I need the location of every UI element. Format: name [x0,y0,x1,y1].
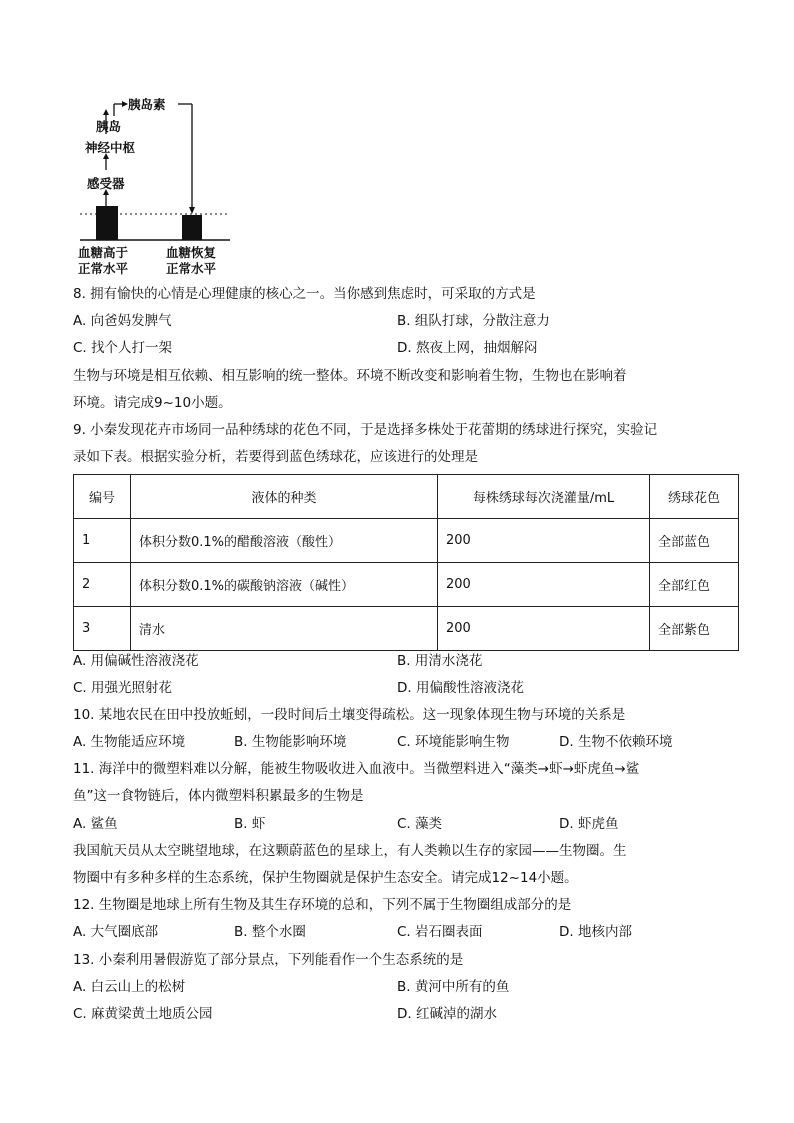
table-cell: 200 [438,519,650,563]
q9-option-c[interactable]: C. 用强光照射花 [73,680,173,696]
experiment-table [73,474,739,651]
table-cell: 1 [74,519,131,563]
q12-stem: 12. 生物圈是地球上所有生物及其生存环境的总和，下列不属于生物圈组成部分的是 [73,897,572,913]
q13-option-c[interactable]: C. 麻黄梁黄土地质公园 [73,1006,213,1022]
q9-line1: 9. 小秦发现花卉市场同一品种绣球的花色不同，于是选择多株处于花蕾期的绣球进行探究，实验记 [73,422,658,438]
high-blood-sugar-bar [96,206,118,240]
q8-option-a[interactable]: A. 向爸妈发脾气 [73,313,172,329]
q11-option-a[interactable]: A. 鲨鱼 [73,816,118,832]
q9-line2: 录如下表。根据实验分析，若要得到蓝色绣球花，应该进行的处理是 [73,449,478,465]
intro1-line1: 生物与环境是相互依赖、相互影响的统一整体。环境不断改变和影响着生物，生物也在影响着 [73,368,627,384]
normal-label-2: 正常水平 [166,261,217,276]
table-header: 绣球花色 [650,475,739,519]
insulin-label: 胰岛素 [128,97,166,112]
table-cell: 2 [74,563,131,607]
q8-option-d[interactable]: D. 熬夜上网，抽烟解闷 [397,340,538,356]
q13-stem: 13. 小秦利用暑假游览了部分景点，下列能看作一个生态系统的是 [73,952,464,968]
table-row [74,607,739,651]
intro2-line2: 物圈中有多种多样的生态系统，保护生物圈就是保护生态安全。请完成12~14小题。 [73,870,578,886]
table-cell: 200 [438,607,650,651]
q10-stem: 10. 某地农民在田中投放蚯蚓，一段时间后土壤变得疏松。这一现象体现生物与环境的关系是 [73,707,626,723]
q12-option-b[interactable]: B. 整个水圈 [234,924,306,940]
high-label-2: 正常水平 [78,261,129,276]
q12-option-d[interactable]: D. 地核内部 [559,924,632,940]
table-cell: 全部紫色 [650,607,739,651]
q13-option-d[interactable]: D. 红碱淖的湖水 [397,1006,497,1022]
receptor-label: 感受器 [87,176,125,191]
intro1-line2: 环境。请完成9~10小题。 [73,395,232,411]
q12-option-a[interactable]: A. 大气圈底部 [73,924,159,940]
q8-stem: 8. 拥有愉快的心情是心理健康的核心之一。当你感到焦虑时，可采取的方式是 [73,286,536,302]
nerve-center-label: 神经中枢 [85,140,136,155]
q11-option-b[interactable]: B. 虾 [234,816,266,832]
table-header: 编号 [74,475,131,519]
table-cell: 200 [438,563,650,607]
q9-option-a[interactable]: A. 用偏碱性溶液浇花 [73,653,199,669]
table-header: 每株绣球每次浇灌量/mL [438,475,650,519]
table-row [74,563,739,607]
q12-option-c[interactable]: C. 岩石圈表面 [397,924,483,940]
q9-option-d[interactable]: D. 用偏酸性溶液浇花 [397,680,524,696]
q10-option-d[interactable]: D. 生物不依赖环境 [559,734,673,750]
q9-option-b[interactable]: B. 用清水浇花 [397,653,483,669]
high-label-1: 血糖高于 [78,245,129,260]
q10-option-b[interactable]: B. 生物能影响环境 [234,734,347,750]
table-cell: 体积分数0.1%的醋酸溶液（酸性） [131,519,438,563]
q10-option-a[interactable]: A. 生物能适应环境 [73,734,186,750]
q11-option-c[interactable]: C. 藻类 [397,816,443,832]
table-cell: 3 [74,607,131,651]
q10-option-c[interactable]: C. 环境能影响生物 [397,734,510,750]
table-header-row [74,475,739,519]
q11-line2: 鱼”这一食物链后，体内微塑料积累最多的生物是 [73,788,364,804]
table-cell: 全部红色 [650,563,739,607]
q8-option-b[interactable]: B. 组队打球，分散注意力 [397,313,550,329]
table-header: 液体的种类 [131,475,438,519]
normal-blood-sugar-bar [182,215,202,240]
q8-option-c[interactable]: C. 找个人打一架 [73,340,173,356]
q13-option-b[interactable]: B. 黄河中所有的鱼 [397,979,510,995]
table-cell: 全部蓝色 [650,519,739,563]
q13-option-a[interactable]: A. 白云山上的松树 [73,979,186,995]
intro2-line1: 我国航天员从太空眺望地球，在这颗蔚蓝色的星球上，有人类赖以生存的家园——生物圈。生 [73,843,627,859]
normal-label-1: 血糖恢复 [166,245,217,260]
q11-line1: 11. 海洋中的微塑料难以分解，能被生物吸收进入血液中。当微塑料进入“藻类→虾→虾虎鱼→鲨 [73,761,640,777]
table-cell: 清水 [131,607,438,651]
table-row [74,519,739,563]
table-cell: 体积分数0.1%的碳酸钠溶液（碱性） [131,563,438,607]
pancreas-label: 胰岛 [96,119,122,134]
blood-sugar-regulation-diagram [70,88,240,278]
q11-option-d[interactable]: D. 虾虎鱼 [559,816,619,832]
